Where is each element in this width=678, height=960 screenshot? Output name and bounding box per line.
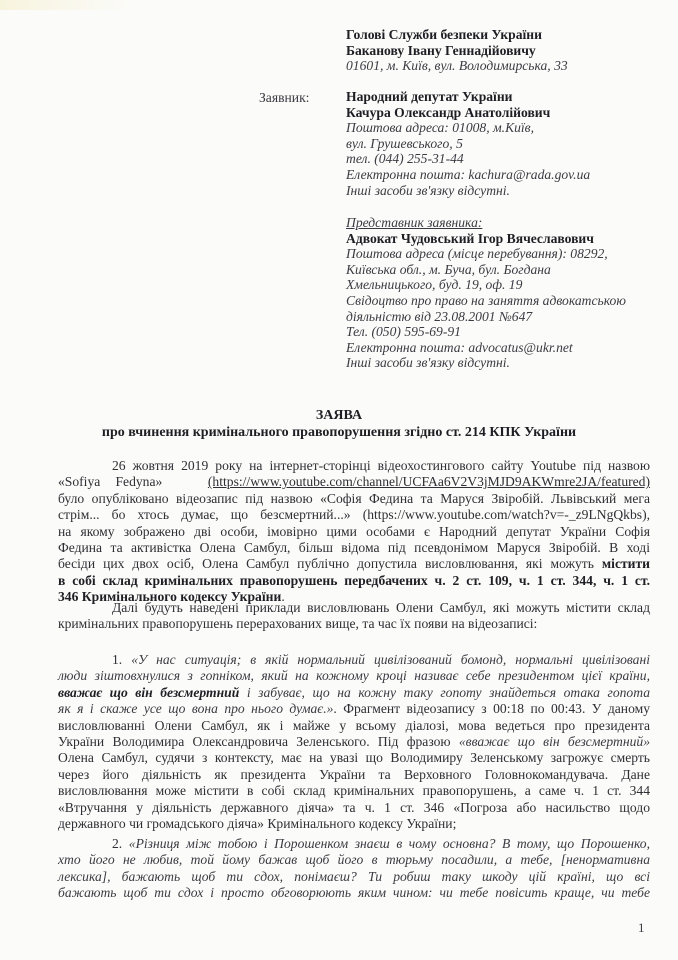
page-number: 1 [638, 920, 645, 935]
addressee-address: 01601, м. Київ, вул. Володимирська, 33 [346, 58, 568, 74]
item2-line-2: хто його не любив, той йому бажав щоб його в тюрьму посадили, а тебе, [ненормативна [58, 852, 650, 868]
item1-line-1 [58, 652, 650, 668]
p2-line-1: Далі будуть наведені приклади висловлювань Олени Самбул, які можуть містити склад [112, 600, 650, 615]
document-title: ЗАЯВА [315, 408, 363, 423]
p1-line-8: в собі склад кримінальних правопорушень передбачених ч. 2 ст. 109, ч. 1 ст. 344, ч. 1 ст. [58, 572, 650, 588]
p1-line-5: на якому зображено дві особи, імовірно цими особами є Народний депутат України Софія [58, 523, 650, 539]
list-item-2 [58, 836, 650, 902]
addressee-block [346, 27, 568, 74]
channel-link[interactable]: (https://www.youtube.com/channel/UCFAa6V2V3jMJD9AKWmre2JA/featured) [207, 474, 650, 490]
item2-line-1 [58, 836, 650, 852]
paragraph-examples-intro [58, 600, 650, 633]
applicant-title: Народний депутат України [346, 89, 513, 104]
item2-number: 2. [112, 836, 123, 851]
item1-line-6 [58, 734, 650, 750]
item1-line-9: висловлювання може містити в собі склад кримінальних правопорушень, а саме ч. 1 ст. 344 [58, 783, 650, 799]
item1-line-8: через його діяльність як президента України та Верховного Головнокомандувача. Дане [58, 766, 650, 782]
applicant-postal-2: вул. Грушевського, 5 [346, 135, 463, 151]
document-subtitle: про вчинення кримінального правопорушення згідно ст. 214 КПК України [101, 425, 577, 440]
scan-smudge [0, 0, 130, 10]
applicant-block [346, 89, 590, 198]
item1-line-5: висловлюванні Олени Самбул, як і майже у всьому діалозі, мова ведеться про президента [58, 717, 650, 733]
item1-line-7: Олена Самбул, судячи з контексту, має на увазі що Володимиру Зеленському загрожує смерть [58, 750, 650, 766]
p1-line-1: 26 жовтня 2019 року на інтернет-сторінці відеохостингового сайту Youtube під назвою [112, 458, 650, 473]
item1-quote-end: як я і скаже усе що вона про нього думає.» [58, 701, 334, 717]
item1-line-4 [58, 701, 650, 717]
list-item-1 [58, 652, 650, 832]
item1-line-6-text: України Володимира Олександровича Зеленського. Під фразою [58, 733, 459, 749]
item1-quote-1: «У нас ситуація; в якій нормальний цивілізований бомонд, нормальні цивілізовані [131, 652, 650, 667]
applicant-phone: тел. (044) 255-31-44 [346, 151, 464, 167]
representative-other: Інші засоби зв'язку відсутні. [346, 355, 510, 371]
p1-line-9-bold: 346 Кримінального кодексу України [58, 589, 282, 605]
applicant-postal-1: Поштова адреса: 01008, м.Київ, [346, 120, 534, 136]
item1-quote-3: і забуває, що на кожну таку гопоту знайдеться отака гопота [239, 684, 650, 700]
p1-line-7-text: бесіди цих двох осіб, Олена Самбул публічно допустила висловлювання, які можуть [58, 556, 602, 572]
item2-quote-1: «Різниця між тобою і Порошенком знаєш в чому основна? В тому, що Порошенко, [128, 836, 650, 851]
representative-email: Електронна пошта: advocatus@ukr.net [346, 339, 573, 355]
p1-line-7 [58, 556, 650, 572]
applicant-email: Електронна пошта: kachura@rada.gov.ua [346, 166, 591, 182]
p1-line-7-bold: містити [601, 556, 650, 572]
item1-line-2: люди зіштовхнулися з гопніком, який на кожному кроці називає себе президентом цієї країни, [58, 668, 650, 684]
representative-postal-1: Поштова адреса (місце перебування): 08292, [346, 246, 608, 262]
applicant-label: Заявник: [259, 90, 310, 105]
representative-cert-1: Свідоцтво про право на заняття адвокатською [346, 292, 626, 308]
applicant-other: Інші засоби зв'язку відсутні. [346, 182, 510, 198]
p1-line-3: було опубліковано відеозапис під назвою «Софія Федина та Маруся Звіробій. Львівський мега [58, 490, 650, 506]
addressee-line1: Голові Служби безпеки України [346, 27, 542, 42]
p1-line-9-end: . [281, 589, 285, 605]
p1-line-6: Федина та активістка Олена Самбул, більш відома під псевдонімом Маруся Звіробій. В ході [58, 539, 650, 555]
item1-line-10: «Втручання у діяльність державного діяча» та ч. 1 ст. 346 «Погроза або насильство щодо [58, 799, 650, 815]
p2-line-2: кримінальних правопорушень перерахованих вище, та час їх появи на відеозаписі: [58, 616, 538, 632]
paragraph-intro [58, 458, 650, 606]
item1-line-11: державного чи громадського діяча» Кримінального кодексу України; [58, 815, 457, 831]
item2-line-4: бажають щоб ти сдох і просто обговорюють яким чином: чи тебе повісить краще, чи тебе [58, 885, 650, 901]
representative-name: Адвокат Чудовський Ігор Вячеславович [346, 230, 594, 246]
representative-phone: Тел. (050) 595-69-91 [346, 324, 461, 340]
channel-name: «Sofiya Fedyna» [58, 474, 163, 490]
item1-fragment-time: . Фрагмент відеозапису з 00:18 по 00:43. У даному [333, 701, 651, 717]
item1-bold-phrase: вважає що він безсмертний [58, 684, 240, 700]
representative-cert-2: діяльністю від 23.08.2001 №647 [346, 308, 533, 324]
p1-line-2 [58, 474, 650, 490]
applicant-name: Качура Олександр Анатолійович [346, 104, 551, 120]
representative-postal-3: Хмельницького, буд. 19, оф. 19 [346, 277, 523, 293]
representative-block [346, 215, 626, 371]
representative-label: Представник заявника: [346, 215, 483, 230]
item1-line-3 [58, 685, 650, 701]
representative-postal-2: Київська обл., м. Буча, бул. Богдана [346, 261, 551, 277]
item2-line-3: лексика], бажають щоб ти сдох, понімаєш? Ти робиш таку шкоду цій країні, що всі [58, 868, 650, 884]
item1-number: 1. [112, 652, 123, 667]
addressee-line2: Баканову Івану Геннадійовичу [346, 42, 536, 58]
p1-line-4: стрім... бо хтось думає, що безсмертний...» (https://www.youtube.com/watch?v=-_z9LNgQkbs), [58, 507, 650, 523]
item1-line-6-quote: «вважає що він безсмертний» [458, 733, 650, 749]
